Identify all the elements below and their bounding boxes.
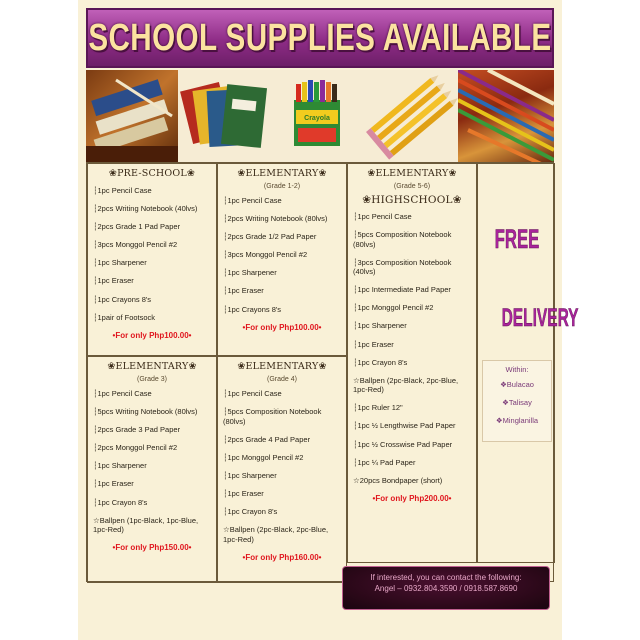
list-item: ┆1pc Eraser: [93, 479, 134, 489]
list-item: ┆1pc Crayons 8's: [93, 294, 152, 304]
list-item: ┆1pc Pencil Case: [223, 389, 282, 398]
list-item: ┆1pc Crayon 8's: [93, 497, 148, 507]
list-item: ☆Ballpen (1pc-Black, 1pc-Blue, 1pc-Red): [93, 515, 199, 535]
list-item: ┆1pc Sharpener: [223, 470, 277, 480]
list-item: ┆2pcs Grade 4 Pad Paper: [223, 434, 311, 444]
contact-intro: If interested, you can contact the following:: [370, 573, 522, 582]
list-item: ┆2pcs Grade 1 Pad Paper: [93, 222, 181, 232]
pencils-photo: [362, 70, 458, 162]
delivery-areas-box: [482, 360, 552, 442]
list-item: ┆1pc Pencil Case: [93, 389, 152, 398]
photo-strip: [86, 70, 554, 162]
delivery-label: DELIVERY: [501, 304, 579, 332]
supplies-table: [86, 162, 579, 582]
flyer: [78, 0, 579, 640]
highschool-heading: ❀HIGHSCHOOL❀: [362, 194, 462, 206]
list-item: ┆1pc Sharpener: [93, 258, 147, 268]
notebooks-photo: [86, 70, 178, 162]
list-item: ┆3pcs Monggol Pencil #2: [93, 240, 178, 250]
list-item: ┆1pc Ruler 12": [353, 403, 403, 413]
list-item: ☆20pcs Bondpaper (short): [353, 475, 443, 485]
grade-label: (Grade 4): [267, 376, 297, 383]
price-label: •For only Php100.00•: [112, 330, 192, 340]
list-item: ┆1pc Pencil Case: [353, 212, 412, 221]
section-heading: ❀ELEMENTARY❀: [107, 361, 197, 372]
delivery-section: [477, 163, 579, 563]
price-label: •For only Php200.00•: [372, 493, 452, 503]
contact-box: [342, 566, 550, 610]
free-label: FREE: [494, 224, 540, 254]
list-item: ┆2pcs Grade 1/2 Pad Paper: [223, 232, 317, 242]
section-heading: ❀ELEMENTARY❀: [367, 168, 457, 179]
list-item: ┆5pcs Composition Notebook (80lvs): [353, 230, 452, 249]
item-list: [352, 212, 472, 485]
section-heading: ❀ELEMENTARY❀: [237, 168, 327, 179]
grade-label: (Grade 1-2): [263, 183, 301, 190]
item-list: [92, 186, 212, 322]
list-item: ┆3pcs Monggol Pencil #2: [223, 250, 308, 260]
list-item: ┆1pc Eraser: [93, 276, 134, 286]
list-item: ┆2pcs Monggol Pencil #2: [93, 443, 178, 453]
colored-pencils-photo: [458, 70, 554, 162]
list-item: ┆5pcs Writing Notebook (80lvs): [93, 407, 198, 417]
list-item: ☆Ballpen (2pc-Black, 2pc-Blue, 1pc-Red): [353, 375, 459, 395]
elementary-1-2-section: [217, 163, 347, 356]
list-item: ┆1pc Eraser: [223, 488, 264, 498]
preschool-section: [87, 163, 217, 356]
list-item: ┆1pc ½ Lengthwise Pad Paper: [353, 421, 456, 431]
banner: [86, 8, 554, 68]
price-label: •For only Php100.00•: [242, 322, 322, 332]
list-item: ┆1pc Crayon 8's: [353, 357, 408, 367]
list-item: ┆1pc Sharpener: [93, 461, 147, 471]
price-label: •For only Php160.00•: [242, 552, 322, 562]
list-item: ❖Bulacao: [500, 380, 534, 389]
list-item: ┆1pc Crayons 8's: [223, 304, 282, 314]
list-item: ┆2pcs Writing Notebook (80lvs): [223, 214, 328, 224]
price-label: •For only Php150.00•: [112, 543, 192, 553]
list-item: ┆1pc Eraser: [353, 339, 394, 349]
list-item: ┆2pcs Grade 3 Pad Paper: [93, 425, 181, 435]
list-item: ┆1pc Pencil Case: [223, 196, 282, 205]
grade-label: (Grade 3): [137, 376, 167, 383]
list-item: ┆5pcs Composition Notebook (80lvs): [223, 407, 322, 426]
list-item: ┆1pc Monggol Pencil #2: [353, 303, 434, 313]
list-item: ┆1pc Eraser: [223, 286, 264, 296]
list-item: ┆1pc ¼ Pad Paper: [353, 457, 416, 467]
list-item: ┆1pc Monggol Pencil #2: [223, 452, 304, 462]
list-item: ┆1pc Sharpener: [353, 321, 407, 331]
elementary-5-6-highschool-section: [347, 163, 477, 563]
list-item: ┆1pc Sharpener: [223, 268, 277, 278]
grade-label: (Grade 5-6): [393, 183, 431, 190]
list-item: ┆1pc ½ Crosswise Pad Paper: [353, 439, 453, 449]
list-item: ❖Talisay: [502, 398, 532, 407]
item-list: [222, 196, 342, 314]
elementary-3-section: [87, 356, 217, 583]
page-title: SCHOOL SUPPLIES AVAILABLE: [88, 16, 552, 59]
list-item: ┆2pcs Writing Notebook (40lvs): [93, 204, 198, 214]
crayons-box-photo: [270, 70, 362, 162]
svg-text:Crayola: Crayola: [304, 115, 330, 122]
list-item: ┆1pair of Footsock: [93, 312, 156, 322]
list-item: ┆3pcs Composition Notebook (40lvs): [353, 257, 452, 277]
item-list: [222, 389, 342, 544]
list-item: ❖Minglanilla: [495, 416, 539, 425]
folders-notebooks-photo: [178, 70, 270, 162]
section-heading: ❀ELEMENTARY❀: [237, 361, 327, 372]
section-heading: ❀PRE-SCHOOL❀: [108, 168, 196, 179]
list-item: ┆1pc Crayon 8's: [223, 507, 278, 517]
list-item: ┆1pc Intermediate Pad Paper: [353, 285, 451, 295]
area-list: [483, 380, 551, 425]
contact-phone: Angel – 0932.804.3590 / 0918.587.8690: [374, 584, 518, 593]
item-list: [92, 389, 212, 535]
elementary-4-section: [217, 356, 347, 583]
within-title: Within:: [505, 365, 529, 374]
list-item: ┆1pc Pencil Case: [93, 186, 152, 195]
list-item: ☆Ballpen (2pc-Black, 2pc-Blue, 1pc-Red): [223, 525, 329, 544]
